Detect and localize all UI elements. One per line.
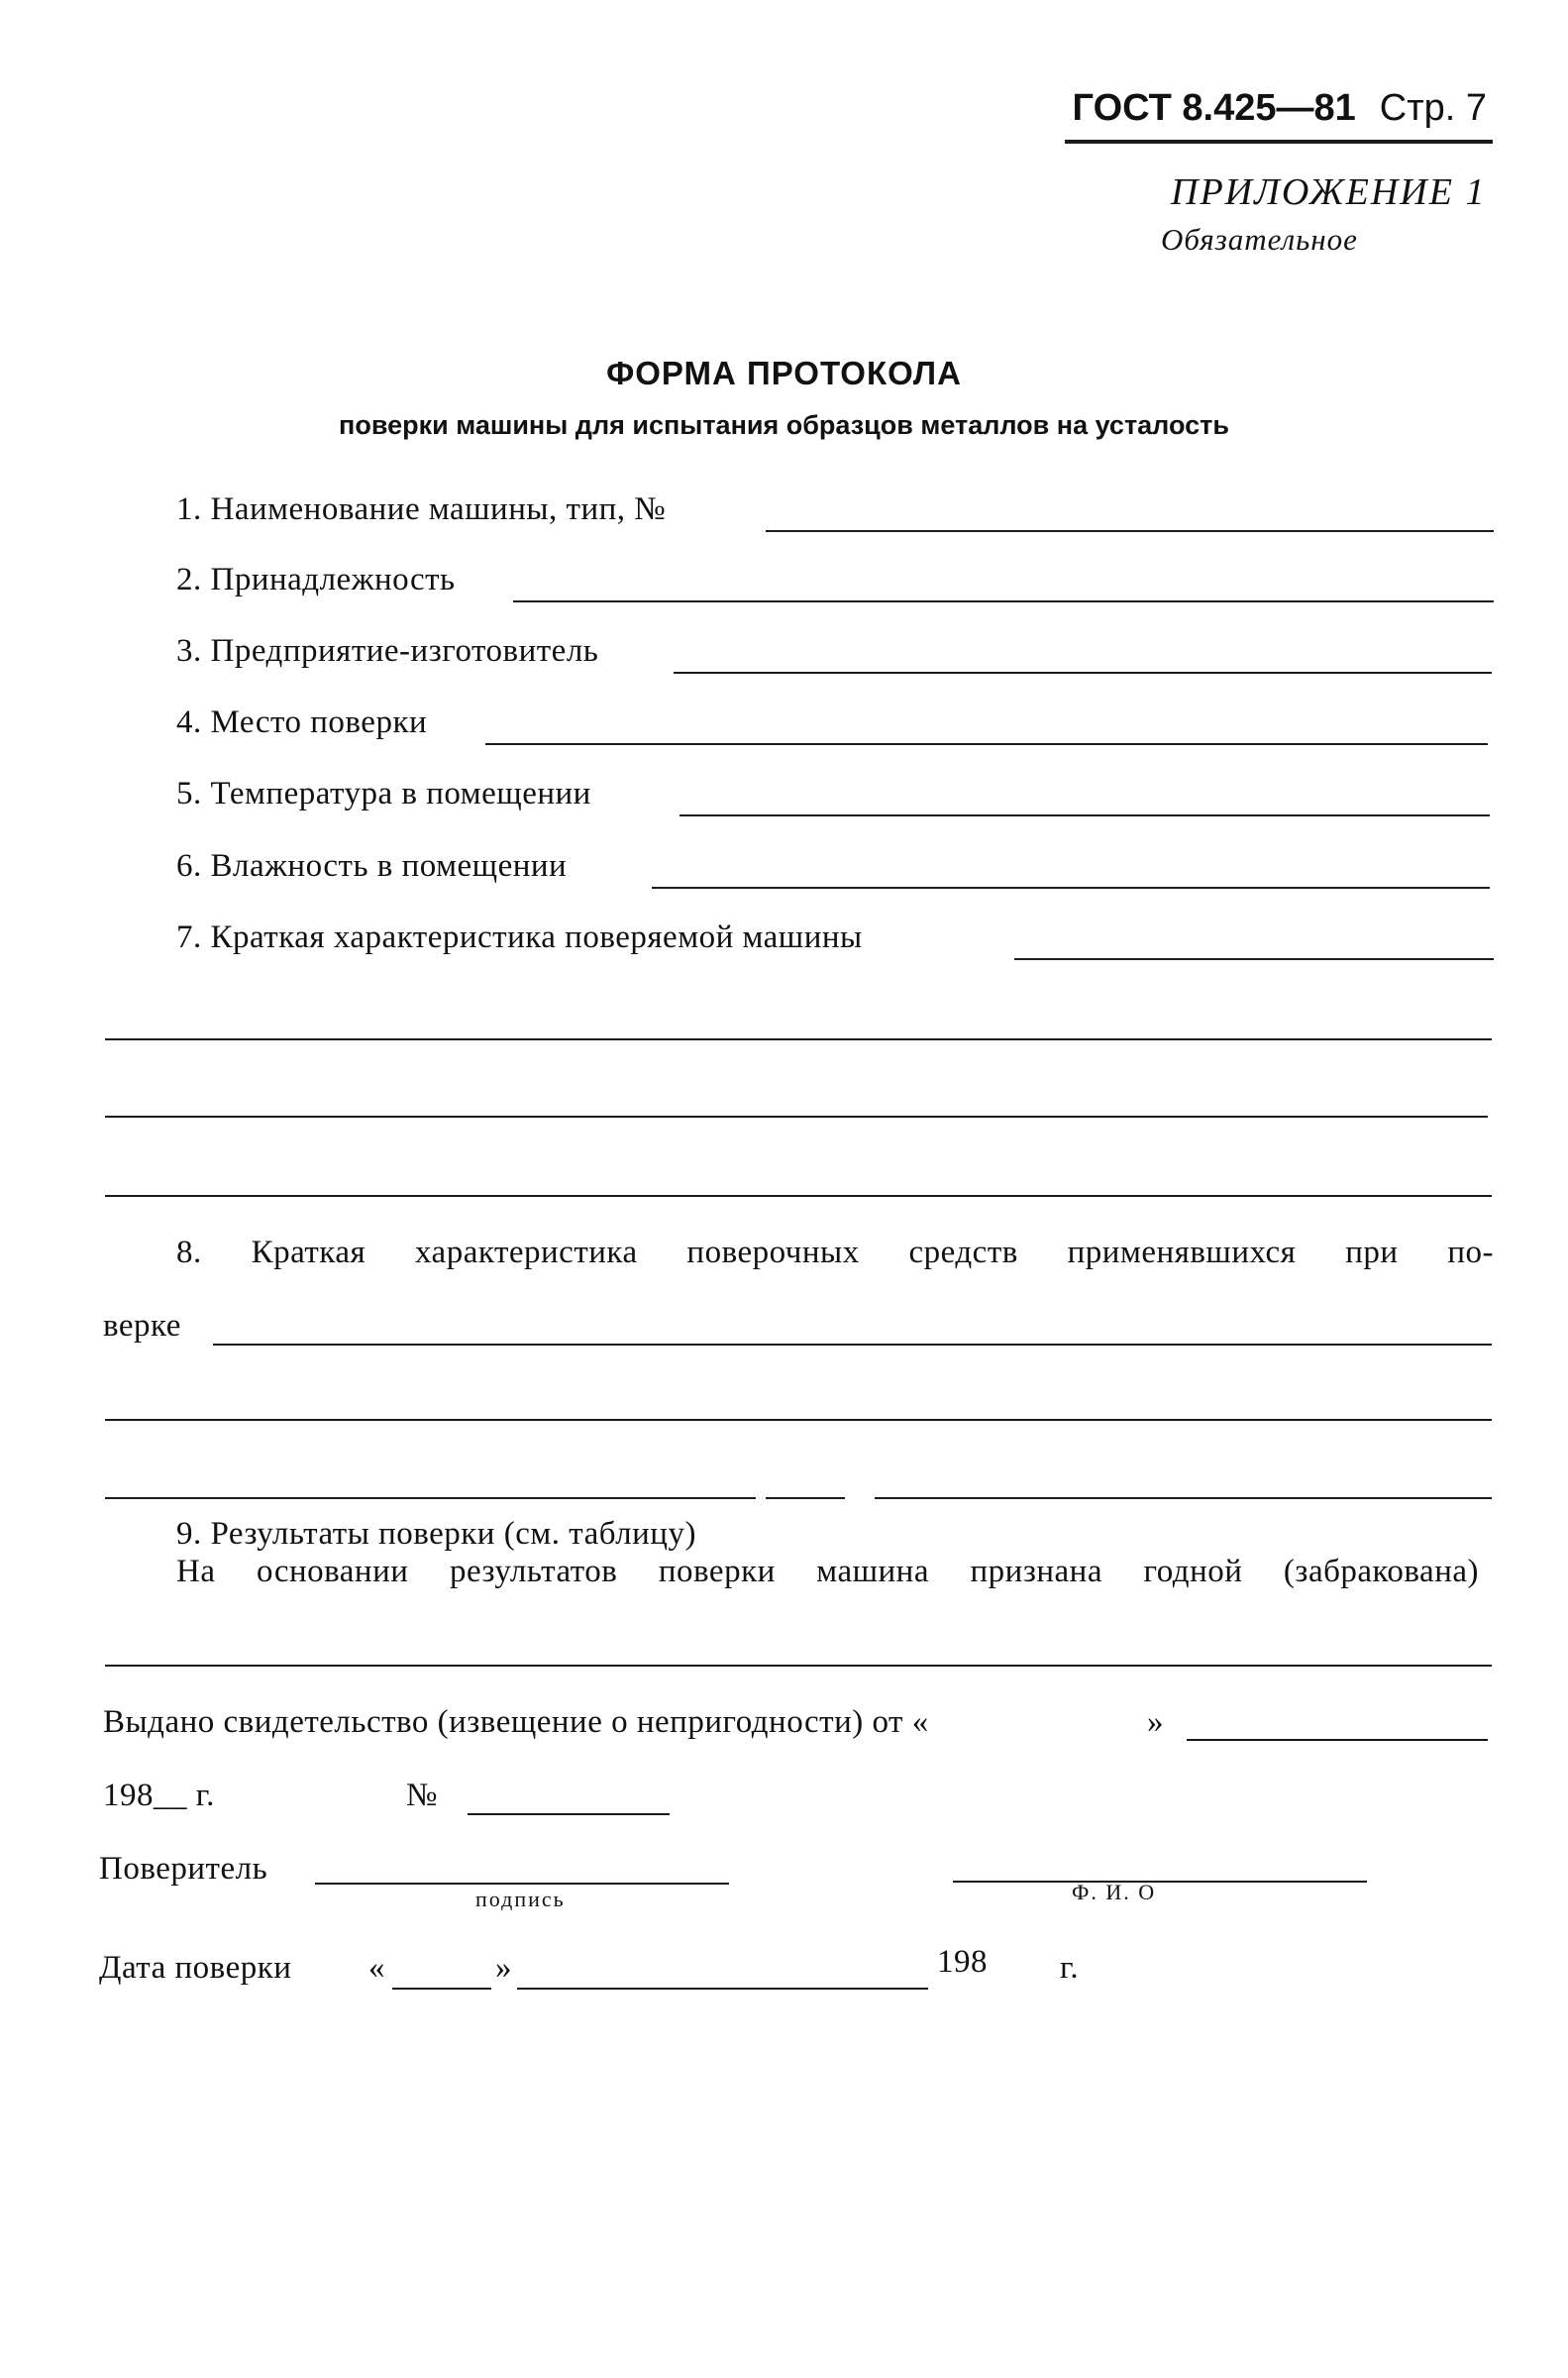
field-label-manufacturer: 3. Предприятие-изготовитель	[176, 633, 599, 669]
form-subtitle: поверки машины для испытания образцов металлов на усталость	[339, 410, 1229, 440]
item8-text: 8. Краткая характеристика поверочных средств применявшихся при по-	[176, 1235, 1494, 1270]
date-open-quote: «	[368, 1950, 385, 1986]
blank-line-segment[interactable]	[875, 1497, 1492, 1499]
signature-line[interactable]	[315, 1883, 729, 1885]
date-label: Дата поверки	[99, 1950, 292, 1986]
certificate-number-sign: №	[406, 1778, 438, 1813]
item9-results: 9. Результаты поверки (см. таблицу)	[176, 1516, 696, 1552]
field-line-manufacturer[interactable]	[674, 672, 1492, 674]
field-label-machine-name: 1. Наименование машины, тип, №	[176, 491, 667, 527]
certificate-issued-label: Выдано свидетельство (извещение о непригодности) от «	[103, 1704, 929, 1740]
field-label-room-temperature: 5. Температура в помещении	[176, 776, 591, 811]
field-line-machine-characteristics[interactable]	[1014, 958, 1494, 960]
field-line-machine-name[interactable]	[766, 530, 1494, 532]
field-label-verification-place: 4. Место поверки	[176, 704, 428, 740]
blank-line[interactable]	[105, 1195, 1492, 1197]
field-line-date-month[interactable]	[517, 1988, 928, 1990]
form-title: ФОРМА ПРОТОКОЛА	[606, 355, 962, 391]
field-line-room-temperature[interactable]	[679, 814, 1490, 816]
date-year-suffix: г.	[1060, 1950, 1080, 1986]
header-rule	[1065, 140, 1493, 144]
field-line-certificate-date[interactable]	[1187, 1739, 1488, 1741]
field-label-ownership: 2. Принадлежность	[176, 562, 456, 597]
field-line-certificate-number[interactable]	[468, 1813, 670, 1815]
blank-line[interactable]	[105, 1665, 1492, 1667]
field-label-room-humidity: 6. Влажность в помещении	[176, 848, 568, 884]
blank-line[interactable]	[105, 1116, 1488, 1118]
blank-line[interactable]	[105, 1419, 1492, 1421]
verifier-label: Поверитель	[99, 1851, 268, 1887]
blank-line-segment[interactable]	[105, 1497, 756, 1499]
page-header	[1073, 87, 1487, 130]
appendix-status: Обязательное	[1161, 222, 1358, 257]
page-number: Стр. 7	[1379, 87, 1487, 129]
field-label-machine-characteristics: 7. Краткая характеристика поверяемой машины	[176, 919, 863, 955]
field-line-room-humidity[interactable]	[652, 887, 1490, 889]
date-year: 198	[937, 1944, 988, 1980]
field-line-date-day[interactable]	[392, 1988, 491, 1990]
blank-line[interactable]	[105, 1038, 1492, 1040]
standard-number: ГОСТ 8.425—81	[1072, 87, 1356, 129]
item9-conclusion: На основании результатов поверки машина признана годной (забракована)	[176, 1554, 1479, 1589]
certificate-quote-close: »	[1147, 1704, 1164, 1740]
name-line[interactable]	[953, 1881, 1367, 1883]
name-caption: Ф. И. О	[1072, 1880, 1157, 1904]
field-line-ownership[interactable]	[513, 600, 1494, 602]
field-line-verification-means[interactable]	[213, 1344, 1492, 1346]
item8-continuation: верке	[103, 1308, 181, 1344]
field-line-verification-place[interactable]	[485, 743, 1488, 745]
certificate-year: 198__ г.	[103, 1778, 215, 1813]
appendix-title: ПРИЛОЖЕНИЕ 1	[1171, 171, 1487, 213]
date-close-quote: »	[495, 1950, 512, 1986]
blank-line-segment[interactable]	[766, 1497, 845, 1499]
signature-caption: подпись	[475, 1887, 566, 1911]
